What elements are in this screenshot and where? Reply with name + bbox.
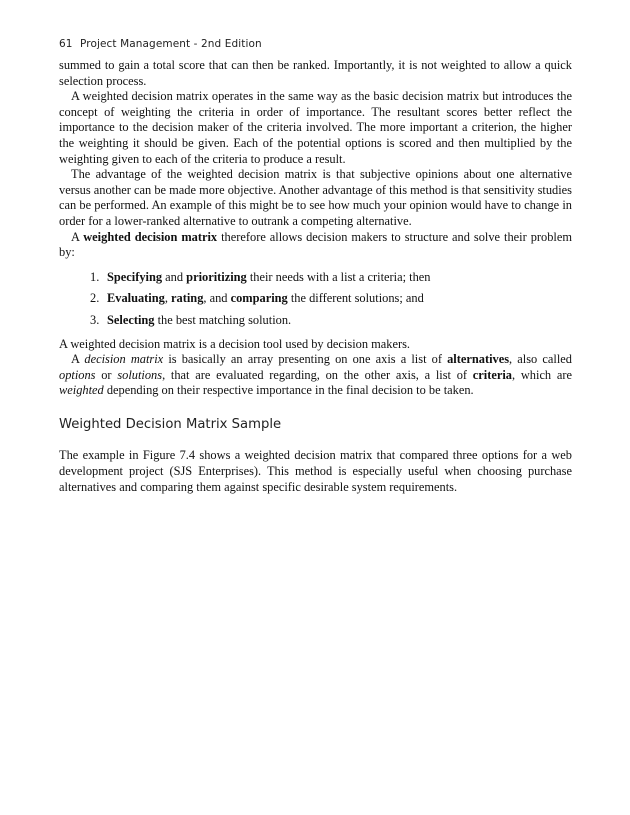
list-marker: 3. — [90, 312, 100, 327]
section-heading: Weighted Decision Matrix Sample — [59, 416, 282, 432]
list-item: 2. Evaluating, rating, and comparing the different solutions; and — [90, 291, 424, 306]
paragraph-structure-problem: A weighted decision matrix therefore allows decision makers to structure and solve their problem by: — [59, 229, 572, 260]
paragraph-decision-matrix-definition: A decision matrix is basically an array presenting on one axis a list of alternatives, also called options or solutions, that are evaluated regarding, on the other axis, a list of criteria, which are weighted depending on their respective importance in the final decision to be taken. — [59, 352, 572, 398]
numbered-list — [59, 270, 572, 329]
paragraph-continued: summed to gain a total score that can then be ranked. Importantly, it is not weighted to allow a quick selection process. — [59, 58, 572, 88]
list-marker: 1. — [90, 269, 100, 284]
paragraph-decision-tool: A weighted decision matrix is a decision tool used by decision makers. — [59, 336, 410, 351]
page-body — [59, 58, 572, 495]
list-marker: 2. — [90, 291, 100, 306]
page-number: 61 — [59, 38, 73, 50]
running-header — [59, 38, 262, 50]
term-weighted-decision-matrix: weighted decision matrix — [83, 229, 218, 244]
paragraph-weighted-matrix-intro: A weighted decision matrix operates in the same way as the basic decision matrix but introduces the concept of weighting the criteria in order of importance. The resultant scores better reflect the importance to the decision maker of the criteria involved. The more important a criterion, the higher the weighting it should be given. Each of the potential options is scored and then multiplied by the weighting given to each of the criteria to produce a result. — [59, 89, 572, 166]
list-item: 1. Specifying and prioritizing their needs with a list a criteria; then — [90, 269, 431, 284]
list-item: 3. Selecting the best matching solution. — [90, 312, 292, 327]
paragraph-example: The example in Figure 7.4 shows a weighted decision matrix that compared three options for a web development project (SJS Enterprises). This method is especially useful when choosing purchase alternatives and comparing them against specific desirable system requirements. — [59, 448, 572, 494]
book-title: Project Management - 2nd Edition — [80, 38, 262, 50]
paragraph-advantages: The advantage of the weighted decision matrix is that subjective opinions about one alternative versus another can be made more objective. Another advantage of this method is that sensitivity studies can be performed. An example of this might be to see how much your opinion would have to change in order for a lower-ranked alternative to outrank a competing alternative. — [59, 167, 572, 228]
